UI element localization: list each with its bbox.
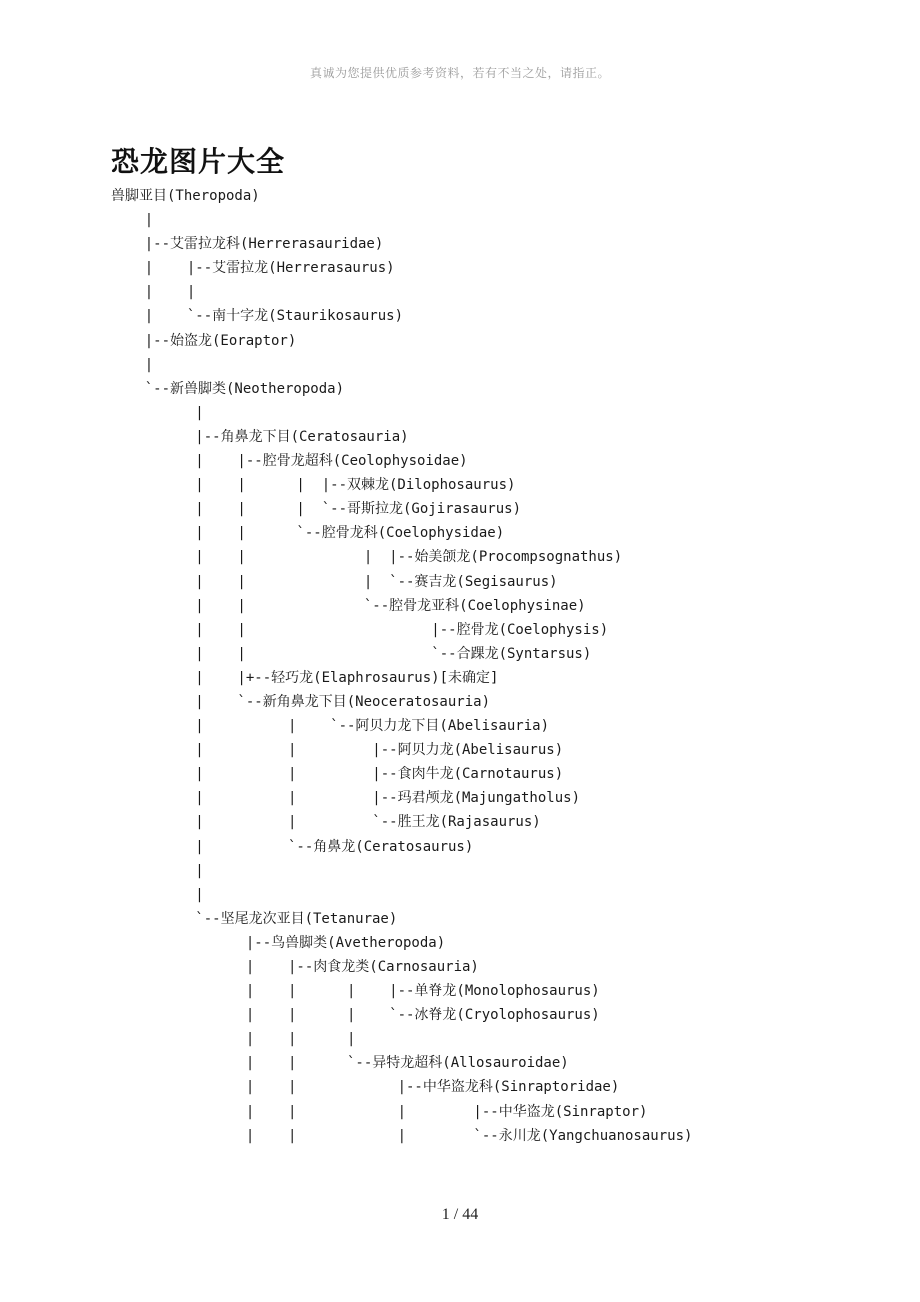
tree-line: | | `--腔骨龙亚科(Coelophysinae) [111,597,586,614]
tree-line: | | | |--单脊龙(Monolophosaurus) [111,983,600,1000]
tree-line: | | `--合踝龙(Syntarsus) [111,645,592,662]
tree-line: | [111,356,154,373]
tree-line: | [111,886,204,903]
tree-line: | | | `--赛吉龙(Segisaurus) [111,573,558,590]
page-title: 恐龙图片大全 [111,145,286,178]
tree-line: | | `--胜王龙(Rajasaurus) [111,814,541,831]
tree-line: | `--角鼻龙(Ceratosaurus) [111,838,474,855]
tree-line: 兽脚亚目(Theropoda) [111,188,260,204]
tree-line: | | | [111,1031,356,1048]
tree-line: | | |--阿贝力龙(Abelisaurus) [111,742,564,759]
tree-line: | | |--腔骨龙(Coelophysis) [111,621,609,638]
tree-line: |--始盗龙(Eoraptor) [111,332,297,349]
tree-line: | | |--食肉牛龙(Carnotaurus) [111,766,564,783]
tree-line: | | | |--始美颌龙(Procompsognathus) [111,549,623,566]
tree-line: | [111,212,154,229]
tree-line: | | | `--永川龙(Yangchuanosaurus) [111,1127,693,1144]
tree-line: | [111,404,204,421]
tree-line: | |+--轻巧龙(Elaphrosaurus)[未确定] [111,669,499,686]
tree-line: | | `--阿贝力龙下目(Abelisauria) [111,718,550,735]
tree-line: | | `--异特龙超科(Allosauroidae) [111,1055,569,1072]
tree-line: | `--新角鼻龙下目(Neoceratosauria) [111,693,491,710]
taxonomy-tree [111,184,692,1148]
tree-line: | |--艾雷拉龙(Herrerasaurus) [111,260,395,277]
tree-line: | | |--中华盗龙科(Sinraptoridae) [111,1079,620,1096]
tree-line: | |--腔骨龙超科(Ceolophysoidae) [111,453,468,470]
tree-line: | | | |--双棘龙(Dilophosaurus) [111,477,516,494]
page-number: 1 / 44 [441,1206,479,1223]
tree-line: | | | `--哥斯拉龙(Gojirasaurus) [111,501,522,518]
tree-line: `--新兽脚类(Neotheropoda) [111,380,345,397]
tree-line: | | | |--中华盗龙(Sinraptor) [111,1103,648,1120]
tree-line: | | | `--冰脊龙(Cryolophosaurus) [111,1007,600,1024]
tree-line: | `--南十字龙(Staurikosaurus) [111,308,404,325]
page-header: 真诚为您提供优质参考资料，若有不当之处，请指正。 [309,66,610,80]
tree-line: |--艾雷拉龙科(Herrerasauridae) [111,236,384,253]
tree-line: | | `--腔骨龙科(Coelophysidae) [111,525,505,542]
tree-line: `--坚尾龙次亚目(Tetanurae) [111,910,398,927]
tree-line: | | |--玛君颅龙(Majungatholus) [111,790,581,807]
tree-line: |--鸟兽脚类(Avetheropoda) [111,934,446,951]
tree-line: | [111,862,204,879]
tree-line: | |--肉食龙类(Carnosauria) [111,959,479,975]
tree-line: | | [111,284,196,301]
tree-line: |--角鼻龙下目(Ceratosauria) [111,428,409,445]
